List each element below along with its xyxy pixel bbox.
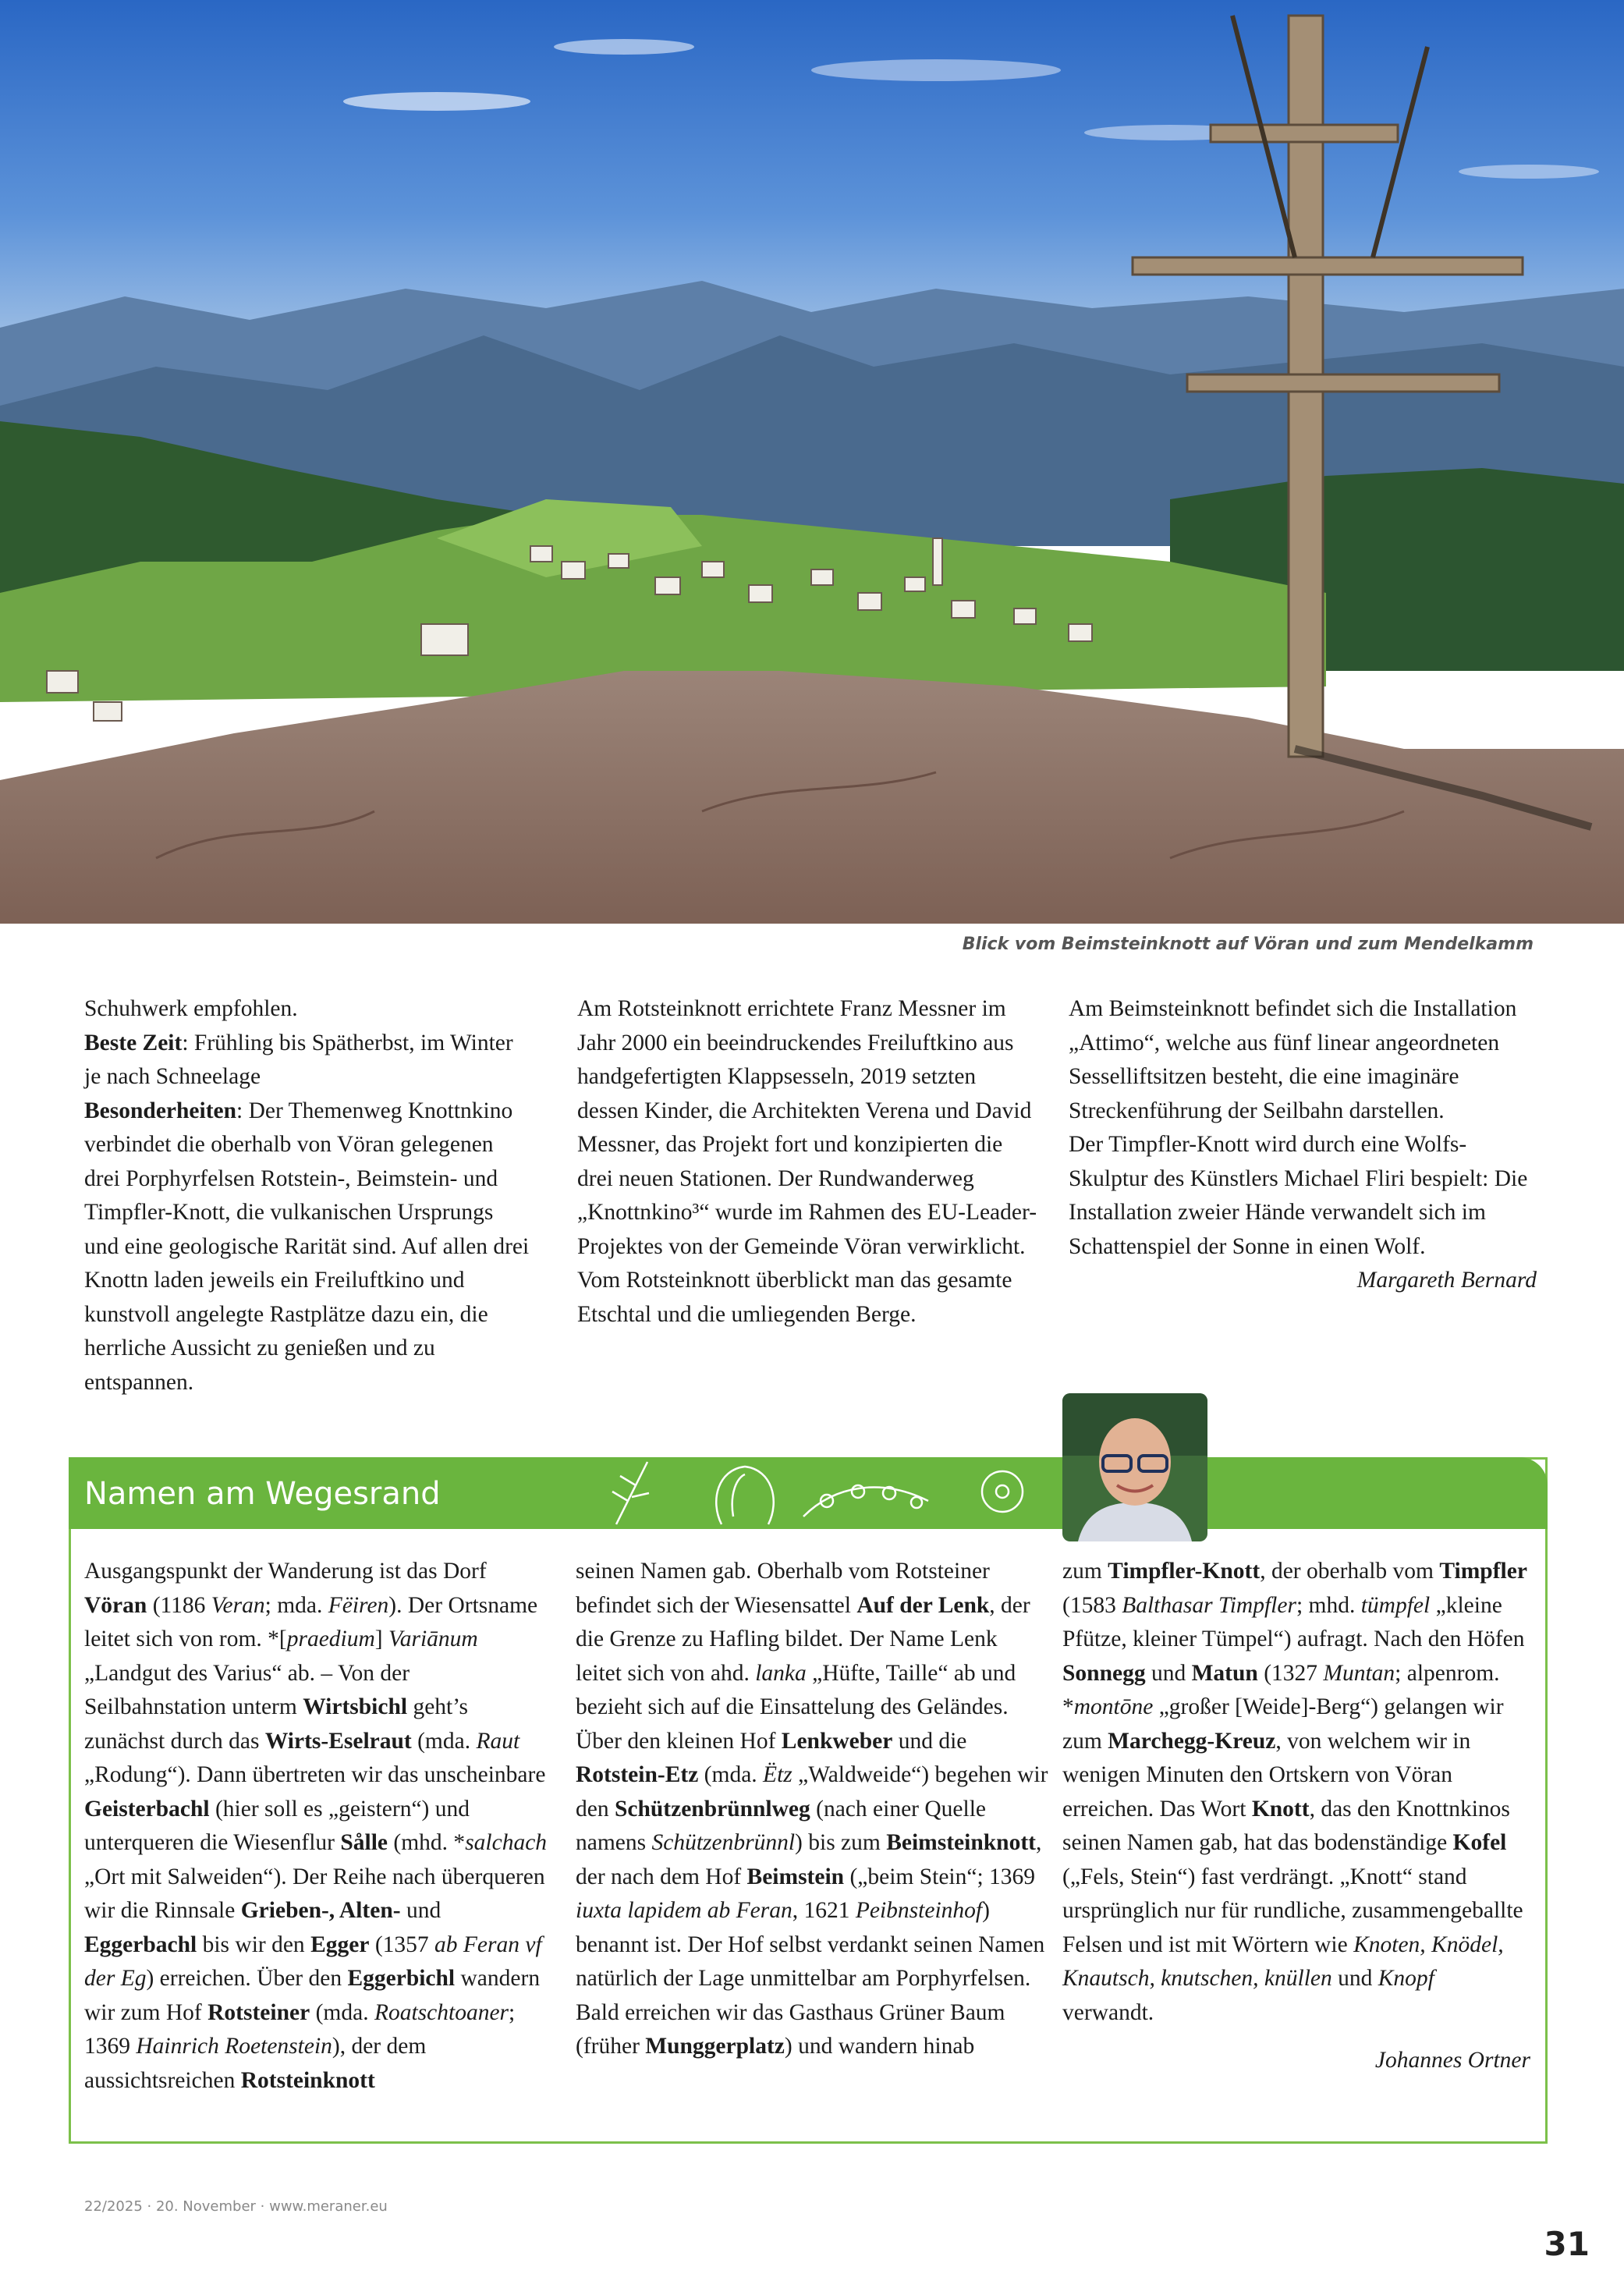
paragraph: Schuhwerk empfohlen. [84, 996, 298, 1021]
box-author: Johannes Ortner [1374, 2048, 1530, 2073]
paragraph: zum Timpfler-Knott, der oberhalb vom Timpfler (1583 Balthasar Timpfler; mhd. tümpfel „kleine Pfütze, kleiner Tümpel“) aufragt. Nach den Höfen Sonnegg und Matun (1327 Muntan; alpenrom. *montōne „großer [Weide]-Berg“) gelangen wir zum Marchegg-Kreuz, von welchem wir in wenigen Minuten den Ortskern von Vöran erreichen. Das Wort Knott, das den Knottnkinos seinen Namen gab, hat das bodenständige Kofel („Fels, Stein“) fast verdrängt. „Knott“ stand ursprünglich nur für rundliche, zusammengeballte Felsen und ist mit Wörtern wie Knoten, Knödel, Knautsch, knutschen, knüllen und Knopf verwandt. [1062, 1559, 1527, 2025]
footer-issue: 22/2025 · 20. November · www.meraner.eu [84, 2198, 388, 2215]
paragraph: Der Timpfler-Knott wird durch eine Wolfs-Skulptur des Künstlers Michael Fliri bespielt: Die Installation zweier Hände verwandelt sich im Schattenspiel der Sonne in einen Wolf. [1069, 1132, 1528, 1259]
article-author: Margareth Bernard [1356, 1268, 1537, 1293]
page-number: 31 [1544, 2225, 1590, 2263]
info-box-title: Namen am Wegesrand [84, 1476, 441, 1512]
photo-caption: Blick vom Beimsteinknott auf Vöran und zum Mendelkamm [962, 935, 1534, 954]
floral-decoration-icon [601, 1454, 1037, 1532]
article-column-2 [577, 992, 1037, 1332]
avatar [1062, 1393, 1207, 1541]
paragraph: Am Rotsteinknott errichtete Franz Messner im Jahr 2000 ein beeindruckendes Freiluftkino aus handgefertigten Klappsesseln, 2019 setzten dessen Kinder, die Architekten Verena und David Messner, das Projekt fort und konzipierten die drei neuen Stationen. Der Rundwanderweg „Knottnkino³“ wurde im Rahmen des EU-Leader-Projektes von der Gemeinde Vöran verwirklicht. [577, 996, 1037, 1259]
paragraph: Vom Rotsteinknott überblickt man das gesamte Etschtal und die umliegenden Berge. [577, 1268, 1012, 1327]
paragraph: Am Beimsteinknott befindet sich die Installation „Attimo“, welche aus fünf linear angeordneten Sesselliftsitzen besteht, die eine imaginäre Streckenführung der Seilbahn darstellen. [1069, 996, 1517, 1123]
paragraph: Ausgangspunkt der Wanderung ist das Dorf Vöran (1186 Veran; mda. Fëiren). Der Ortsname leitet sich von rom. *[praedium] Variānum „Landgut des Varius“ ab. – Von der Seilbahnstation unterm Wirtsbichl geht’s zunächst durch das Wirts-Eselraut (mda. Raut „Rodung“). Dann übertreten wir das unscheinbare Geisterbachl (hier soll es „geistern“) und unterqueren die Wiesenflur Sålle (mhd. *salchach „Ort mit Salweiden“). Der Reihe nach überqueren wir die Rinnsale Grieben-, Alten- und Eggerbachl bis wir den Egger (1357 ab Feran vf der Eg) erreichen. Über den Eggerbichl wandern wir zum Hof Rotsteiner (mda. Roatschtoaner; 1369 Hainrich Roetenstein), der dem aussichtsreichen Rotsteinknott [84, 1559, 548, 2093]
paragraph: seinen Namen gab. Oberhalb vom Rotsteiner befindet sich der Wiesensattel Auf der Lenk, der die Grenze zu Hafling bildet. Der Name Lenk leitet sich von ahd. lanka „Hüfte, Taille“ ab und bezieht sich auf die Einsattelung des Geländes. Über den kleinen Hof Lenkweber und die Rotstein-Etz (mda. Ëtz „Waldweide“) begehen wir den Schützenbrünnlweg (nach einer Quelle namens Schützenbrünnl) bis zum Beimsteinknott, der nach dem Hof Beimstein („beim Stein“; 1369 iuxta lapidem ab Feran, 1621 Peibnsteinhof) benannt ist. Der Hof selbst verdankt seinen Namen natürlich der Lage unmittelbar am Porphyrfelsen. Bald erreichen wir das Gasthaus Grüner Baum (früher Munggerplatz) und wandern hinab [576, 1559, 1048, 2059]
paragraph: Besonderheiten: Der Themenweg Knottnkino verbindet die oberhalb von Vöran gelegenen drei Porphyrfelsen Rotstein-, Beimstein- und Timpfler-Knott, die vulkanischen Ursprungs und eine geologische Rarität sind. Auf allen drei Knottn laden jeweils ein Freiluftkino und kunstvoll angelegte Rastplätze dazu ein, die herrliche Aussicht zu genießen und zu entspannen. [84, 1098, 530, 1395]
landscape-image [0, 0, 1624, 924]
article-column-1 [84, 992, 530, 1399]
box-column-1 [84, 1555, 552, 2098]
paragraph: Beste Zeit: Frühling bis Spätherbst, im Winter je nach Schneelage [84, 1030, 513, 1089]
header-photo [0, 0, 1624, 924]
author-portrait [1062, 1393, 1207, 1541]
box-column-3 [1062, 1555, 1530, 2078]
article-column-3 [1069, 992, 1537, 1298]
box-column-2 [576, 1555, 1048, 2064]
